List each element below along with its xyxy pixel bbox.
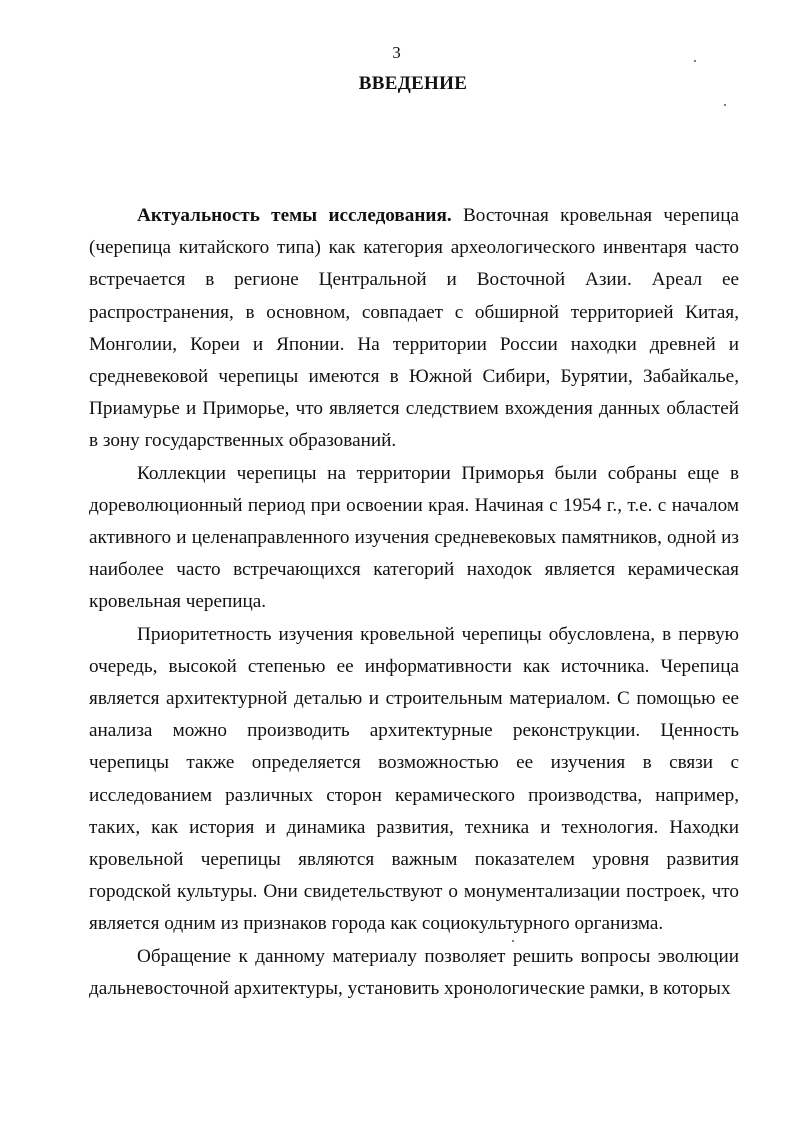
paragraph-collections: [89, 458, 739, 619]
paragraph-priority: [89, 619, 739, 941]
scan-speck: [512, 940, 514, 942]
paragraph-text: Обращение к данному материалу позволяет решить вопросы эволюции дальневосточной архитектуры, установить хронологические рамки, в которых: [89, 945, 739, 999]
paragraph-text: Коллекции черепицы на территории Приморья были собраны еще в дореволюционный период при освоении края. Начиная с 1954 г., т.е. с началом активного и целенаправленного изучения средневековых памятников, одной из наиболее часто встречающихся категорий находок является керамическая кровельная черепица.: [89, 462, 739, 613]
paragraph-text: Восточная кровельная черепица (черепица китайского типа) как категория археологического инвентаря часто встречается в регионе Центральной и Восточной Азии. Ареал ее распространения, в основном, совпадает с обширной территорией Китая, Монголии, Кореи и Японии. На территории России находки древней и средневековой черепицы имеются в Южной Сибири, Бурятии, Забайкалье, Приамурье и Приморье, что является следствием вхождения данных областей в зону государственных образований.: [89, 205, 740, 452]
page-title: ВВЕДЕНИЕ: [358, 73, 468, 94]
paragraph-lead: Актуальность темы исследования.: [137, 205, 452, 226]
page-number: 3: [392, 43, 401, 62]
scan-speck: [724, 104, 726, 106]
paragraph-text: Приоритетность изучения кровельной черепицы обусловлена, в первую очередь, высокой степенью ее информативности как источника. Черепица является архитектурной деталью и строительным материалом. С помощью ее анализа можно производить архитектурные реконструкции. Ценность черепицы также определяется возможностью ее изучения в связи с исследованием различных сторон керамического производства, например, таких, как история и динамика развития, техника и технология. Находки кровельной черепицы являются важным показателем уровня развития городской культуры. Они свидетельствуют о монументализации построек, что является одним из признаков города как социокультурного организма.: [89, 623, 739, 935]
body-text: [89, 200, 739, 1005]
scan-speck: [694, 60, 696, 62]
paragraph-material: [89, 941, 739, 1005]
paragraph-relevance: [89, 200, 739, 458]
